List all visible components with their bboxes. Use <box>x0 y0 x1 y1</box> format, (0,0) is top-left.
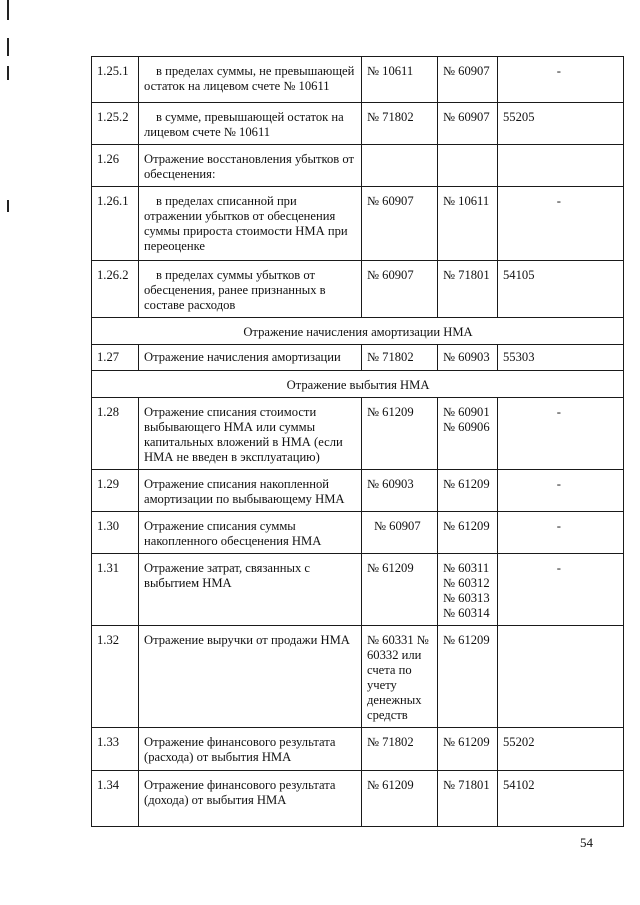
symbol-code: - <box>498 470 624 512</box>
table-row <box>92 554 624 626</box>
credit-account: № 60903 <box>438 345 498 371</box>
credit-account-line: № 71801 <box>443 778 490 792</box>
table-row <box>92 728 624 771</box>
debit-account: № 10611 <box>362 57 438 103</box>
row-number: 1.27 <box>92 345 139 371</box>
credit-account: № 71801 <box>438 261 498 318</box>
credit-account <box>438 626 498 728</box>
row-description: в пределах списанной при отражении убытков от обесценения суммы прироста стоимости НМА при переоценке <box>139 187 362 261</box>
debit-account: № 60907 <box>362 187 438 261</box>
credit-account-line: № 60311 <box>443 561 490 575</box>
row-number: 1.31 <box>92 554 139 626</box>
section-title-amortization: Отражение начисления амортизации НМА <box>92 318 624 345</box>
row-number: 1.30 <box>92 512 139 554</box>
symbol-code <box>498 626 624 728</box>
accounting-entries-table <box>91 56 624 827</box>
row-description: Отражение выручки от продажи НМА <box>139 626 362 728</box>
section-title-disposal: Отражение выбытия НМА <box>92 371 624 398</box>
symbol-code: 55303 <box>498 345 624 371</box>
debit-account: № 71802 <box>362 345 438 371</box>
table-row <box>92 512 624 554</box>
credit-account <box>438 145 498 187</box>
debit-account: № 60907 <box>362 261 438 318</box>
credit-account: № 60907 <box>438 57 498 103</box>
row-number: 1.32 <box>92 626 139 728</box>
table-row <box>92 345 624 371</box>
credit-account-line: № 60314 <box>443 606 490 620</box>
row-description: Отражение списания стоимости выбывающего НМА или суммы капитальных вложений в НМА (если НМА не введен в эксплуатацию) <box>139 398 362 470</box>
credit-account: № 60907 <box>438 103 498 145</box>
symbol-code: - <box>498 512 624 554</box>
symbol-code <box>498 145 624 187</box>
credit-account-line: № 60906 <box>443 420 490 434</box>
credit-account <box>438 554 498 626</box>
row-description: Отражение затрат, связанных с выбытием НМА <box>139 554 362 626</box>
table-row <box>92 626 624 728</box>
symbol-code: 54102 <box>498 771 624 827</box>
page-number: 54 <box>580 835 593 850</box>
debit-account: № 71802 <box>362 103 438 145</box>
credit-account-line: № 60901 <box>443 405 490 419</box>
row-description: в пределах суммы убытков от обесценения, ранее признанных в составе расходов <box>139 261 362 318</box>
scan-artifact-mark <box>7 0 9 20</box>
symbol-code: - <box>498 187 624 261</box>
scan-artifact-mark <box>7 200 9 212</box>
row-number: 1.25.1 <box>92 57 139 103</box>
credit-account-line: № 61209 <box>443 633 490 647</box>
row-number: 1.28 <box>92 398 139 470</box>
row-number: 1.29 <box>92 470 139 512</box>
row-description: в сумме, превышающей остаток на лицевом счете № 10611 <box>139 103 362 145</box>
row-number: 1.33 <box>92 728 139 771</box>
table-row <box>92 145 624 187</box>
debit-account: № 61209 <box>362 771 438 827</box>
debit-account: № 71802 <box>362 728 438 771</box>
debit-account <box>362 145 438 187</box>
credit-account-line: № 61209 <box>443 519 490 533</box>
row-number: 1.26 <box>92 145 139 187</box>
row-number: 1.34 <box>92 771 139 827</box>
symbol-code: - <box>498 554 624 626</box>
section-header-row <box>92 318 624 345</box>
row-number: 1.26.2 <box>92 261 139 318</box>
table-row <box>92 398 624 470</box>
table-row <box>92 103 624 145</box>
debit-account: № 60903 <box>362 470 438 512</box>
symbol-code: - <box>498 57 624 103</box>
debit-account: № 60331 № 60332 или счета по учету денежных средств <box>362 626 438 728</box>
symbol-code: 55205 <box>498 103 624 145</box>
credit-account <box>438 728 498 771</box>
credit-account <box>438 512 498 554</box>
symbol-code: - <box>498 398 624 470</box>
row-description: в пределах суммы, не превышающей остаток на лицевом счете № 10611 <box>139 57 362 103</box>
table-row <box>92 187 624 261</box>
credit-account <box>438 398 498 470</box>
credit-account: № 10611 <box>438 187 498 261</box>
table-row <box>92 771 624 827</box>
section-header-row <box>92 371 624 398</box>
credit-account-line: № 61209 <box>443 477 490 491</box>
row-description: Отражение списания накопленной амортизации по выбывающему НМА <box>139 470 362 512</box>
scan-artifact-mark <box>7 38 9 56</box>
credit-account-line: № 61209 <box>443 735 490 749</box>
table-row <box>92 57 624 103</box>
credit-account <box>438 470 498 512</box>
credit-account-line: № 60313 <box>443 591 490 605</box>
row-description: Отражение финансового результата (дохода) от выбытия НМА <box>139 771 362 827</box>
credit-account <box>438 771 498 827</box>
row-description: Отражение восстановления убытков от обесценения: <box>139 145 362 187</box>
table-row <box>92 470 624 512</box>
row-description: Отражение начисления амортизации <box>139 345 362 371</box>
debit-account: № 61209 <box>362 398 438 470</box>
symbol-code: 55202 <box>498 728 624 771</box>
table-row <box>92 261 624 318</box>
debit-account: № 61209 <box>362 554 438 626</box>
row-number: 1.25.2 <box>92 103 139 145</box>
row-description: Отражение финансового результата (расхода) от выбытия НМА <box>139 728 362 771</box>
symbol-code: 54105 <box>498 261 624 318</box>
credit-account-line: № 60312 <box>443 576 490 590</box>
row-description: Отражение списания суммы накопленного обесценения НМА <box>139 512 362 554</box>
debit-account: № 60907 <box>362 512 438 554</box>
row-number: 1.26.1 <box>92 187 139 261</box>
scan-artifact-mark <box>7 66 9 80</box>
